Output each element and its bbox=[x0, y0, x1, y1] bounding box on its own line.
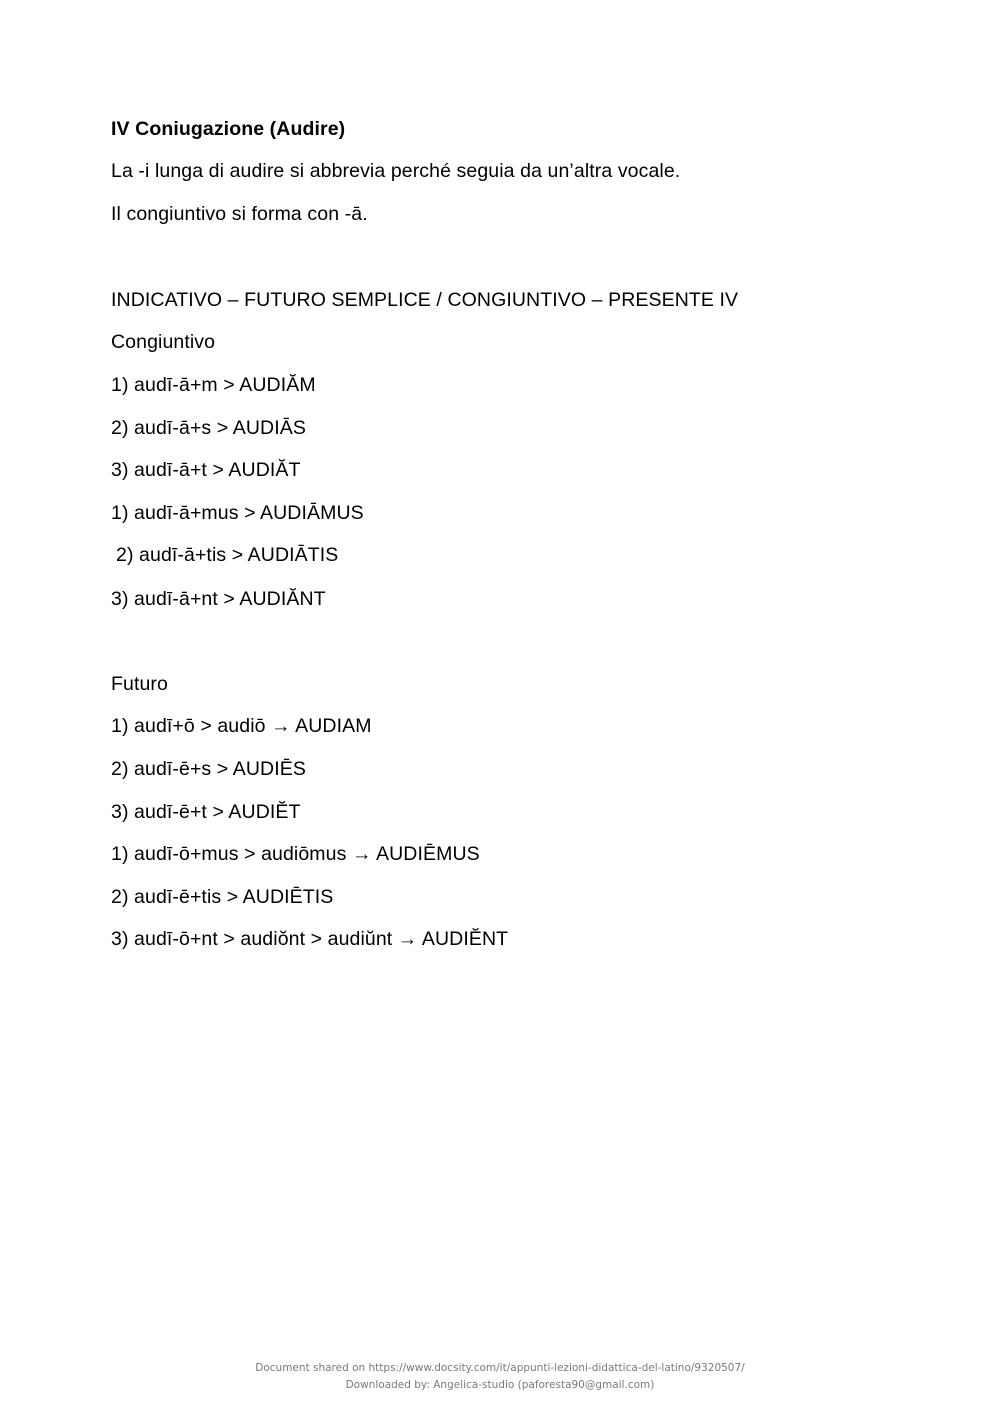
intro-line: Il congiuntivo si forma con -ā. bbox=[111, 203, 368, 225]
footer-shared-link[interactable]: Document shared on https://www.docsity.com/it/appunti-lezioni-didattica-del-latino/9320507/ bbox=[255, 1362, 745, 1374]
footer-downloaded-by: Downloaded by: Angelica-studio (paforesta90@gmail.com) bbox=[345, 1379, 655, 1391]
futuro-label: Futuro bbox=[111, 673, 168, 695]
congiuntivo-form: 3) audī-ā+nt > AUDIĂNT bbox=[111, 588, 326, 610]
futuro-form: 1) audī-ō+mus > audiōmus → AUDIĒMUS bbox=[111, 843, 480, 865]
futuro-form: 2) audī-ē+tis > AUDIĒTIS bbox=[111, 886, 334, 908]
congiuntivo-form: 2) audī-ā+s > AUDIĀS bbox=[111, 417, 306, 439]
futuro-form: 2) audī-ē+s > AUDIĒS bbox=[111, 758, 306, 780]
congiuntivo-form: 2) audī-ā+tis > AUDIĀTIS bbox=[116, 544, 339, 566]
futuro-form: 3) audī-ē+t > AUDIĔT bbox=[111, 801, 301, 823]
futuro-form: 1) audī+ō > audiō → AUDIAM bbox=[111, 715, 372, 737]
congiuntivo-label: Congiuntivo bbox=[111, 331, 216, 353]
congiuntivo-form: 3) audī-ā+t > AUDIĂT bbox=[111, 459, 301, 481]
section-title: INDICATIVO – FUTURO SEMPLICE / CONGIUNTIVO – PRESENTE IV bbox=[111, 289, 739, 311]
futuro-form: 3) audī-ō+nt > audiŏnt > audiŭnt → AUDIĔNT bbox=[111, 928, 509, 950]
page-heading: IV Coniugazione (Audire) bbox=[111, 118, 346, 140]
intro-line: La -i lunga di audire si abbrevia perché seguia da un’altra vocale. bbox=[111, 160, 681, 182]
congiuntivo-form: 1) audī-ā+m > AUDIĂM bbox=[111, 374, 316, 396]
congiuntivo-form: 1) audī-ā+mus > AUDIĀMUS bbox=[111, 502, 364, 524]
